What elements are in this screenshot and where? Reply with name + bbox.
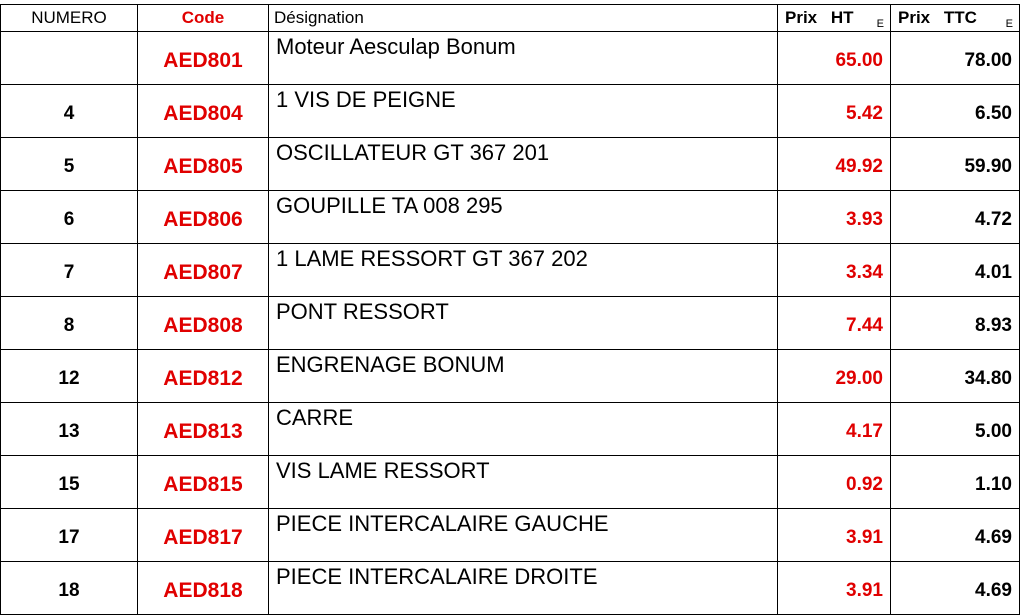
cell-numero: 17 xyxy=(1,509,138,562)
cell-designation: 1 LAME RESSORT GT 367 202 xyxy=(269,244,778,297)
cell-prix-ht: 29.00 xyxy=(778,350,891,403)
table-row xyxy=(1,138,1020,191)
table-row xyxy=(1,562,1020,615)
cell-numero: 5 xyxy=(1,138,138,191)
cell-prix-ttc: 78.00 xyxy=(891,32,1020,85)
header-numero: NUMERO xyxy=(1,5,138,32)
table-row xyxy=(1,509,1020,562)
header-prix-ttc-label: Prix TTC xyxy=(898,8,977,27)
header-prix-ht-currency: E xyxy=(876,18,884,30)
cell-designation: Moteur Aesculap Bonum xyxy=(269,32,778,85)
cell-prix-ht: 5.42 xyxy=(778,85,891,138)
cell-code: AED806 xyxy=(138,191,269,244)
cell-numero: 18 xyxy=(1,562,138,615)
cell-designation: GOUPILLE TA 008 295 xyxy=(269,191,778,244)
cell-numero: 15 xyxy=(1,456,138,509)
cell-prix-ttc: 5.00 xyxy=(891,403,1020,456)
cell-designation: CARRE xyxy=(269,403,778,456)
cell-prix-ht: 7.44 xyxy=(778,297,891,350)
header-code: Code xyxy=(138,5,269,32)
table-row xyxy=(1,403,1020,456)
cell-prix-ttc: 4.69 xyxy=(891,509,1020,562)
table-row xyxy=(1,456,1020,509)
cell-prix-ttc: 4.01 xyxy=(891,244,1020,297)
table-header xyxy=(1,5,1020,32)
cell-designation: OSCILLATEUR GT 367 201 xyxy=(269,138,778,191)
cell-prix-ttc: 34.80 xyxy=(891,350,1020,403)
cell-designation: 1 VIS DE PEIGNE xyxy=(269,85,778,138)
cell-prix-ht: 3.91 xyxy=(778,562,891,615)
cell-numero xyxy=(1,32,138,85)
cell-code: AED804 xyxy=(138,85,269,138)
cell-code: AED815 xyxy=(138,456,269,509)
price-table xyxy=(0,4,1020,615)
cell-prix-ttc: 6.50 xyxy=(891,85,1020,138)
cell-prix-ht: 3.93 xyxy=(778,191,891,244)
cell-prix-ht: 4.17 xyxy=(778,403,891,456)
table-row xyxy=(1,350,1020,403)
cell-numero: 12 xyxy=(1,350,138,403)
cell-designation: PIECE INTERCALAIRE GAUCHE xyxy=(269,509,778,562)
cell-prix-ttc: 1.10 xyxy=(891,456,1020,509)
cell-numero: 7 xyxy=(1,244,138,297)
header-prix-ht xyxy=(778,5,891,32)
header-designation: Désignation xyxy=(269,5,778,32)
cell-prix-ttc: 4.69 xyxy=(891,562,1020,615)
header-prix-ttc xyxy=(891,5,1020,32)
cell-prix-ht: 3.91 xyxy=(778,509,891,562)
table-row xyxy=(1,85,1020,138)
cell-code: AED818 xyxy=(138,562,269,615)
table-row xyxy=(1,244,1020,297)
cell-code: AED807 xyxy=(138,244,269,297)
cell-designation: ENGRENAGE BONUM xyxy=(269,350,778,403)
cell-designation: PONT RESSORT xyxy=(269,297,778,350)
cell-prix-ht: 3.34 xyxy=(778,244,891,297)
cell-designation: VIS LAME RESSORT xyxy=(269,456,778,509)
table-body xyxy=(1,32,1020,615)
table-row xyxy=(1,32,1020,85)
cell-numero: 8 xyxy=(1,297,138,350)
cell-code: AED812 xyxy=(138,350,269,403)
table-row xyxy=(1,297,1020,350)
cell-code: AED808 xyxy=(138,297,269,350)
cell-code: AED801 xyxy=(138,32,269,85)
cell-prix-ttc: 59.90 xyxy=(891,138,1020,191)
cell-prix-ht: 49.92 xyxy=(778,138,891,191)
header-prix-ttc-currency: E xyxy=(1005,18,1013,30)
cell-prix-ht: 0.92 xyxy=(778,456,891,509)
cell-numero: 4 xyxy=(1,85,138,138)
cell-designation: PIECE INTERCALAIRE DROITE xyxy=(269,562,778,615)
header-row xyxy=(1,5,1020,32)
cell-prix-ttc: 4.72 xyxy=(891,191,1020,244)
cell-code: AED813 xyxy=(138,403,269,456)
table-row xyxy=(1,191,1020,244)
header-prix-ht-label: Prix HT xyxy=(785,8,854,27)
cell-numero: 13 xyxy=(1,403,138,456)
cell-code: AED817 xyxy=(138,509,269,562)
cell-code: AED805 xyxy=(138,138,269,191)
cell-prix-ttc: 8.93 xyxy=(891,297,1020,350)
cell-prix-ht: 65.00 xyxy=(778,32,891,85)
cell-numero: 6 xyxy=(1,191,138,244)
